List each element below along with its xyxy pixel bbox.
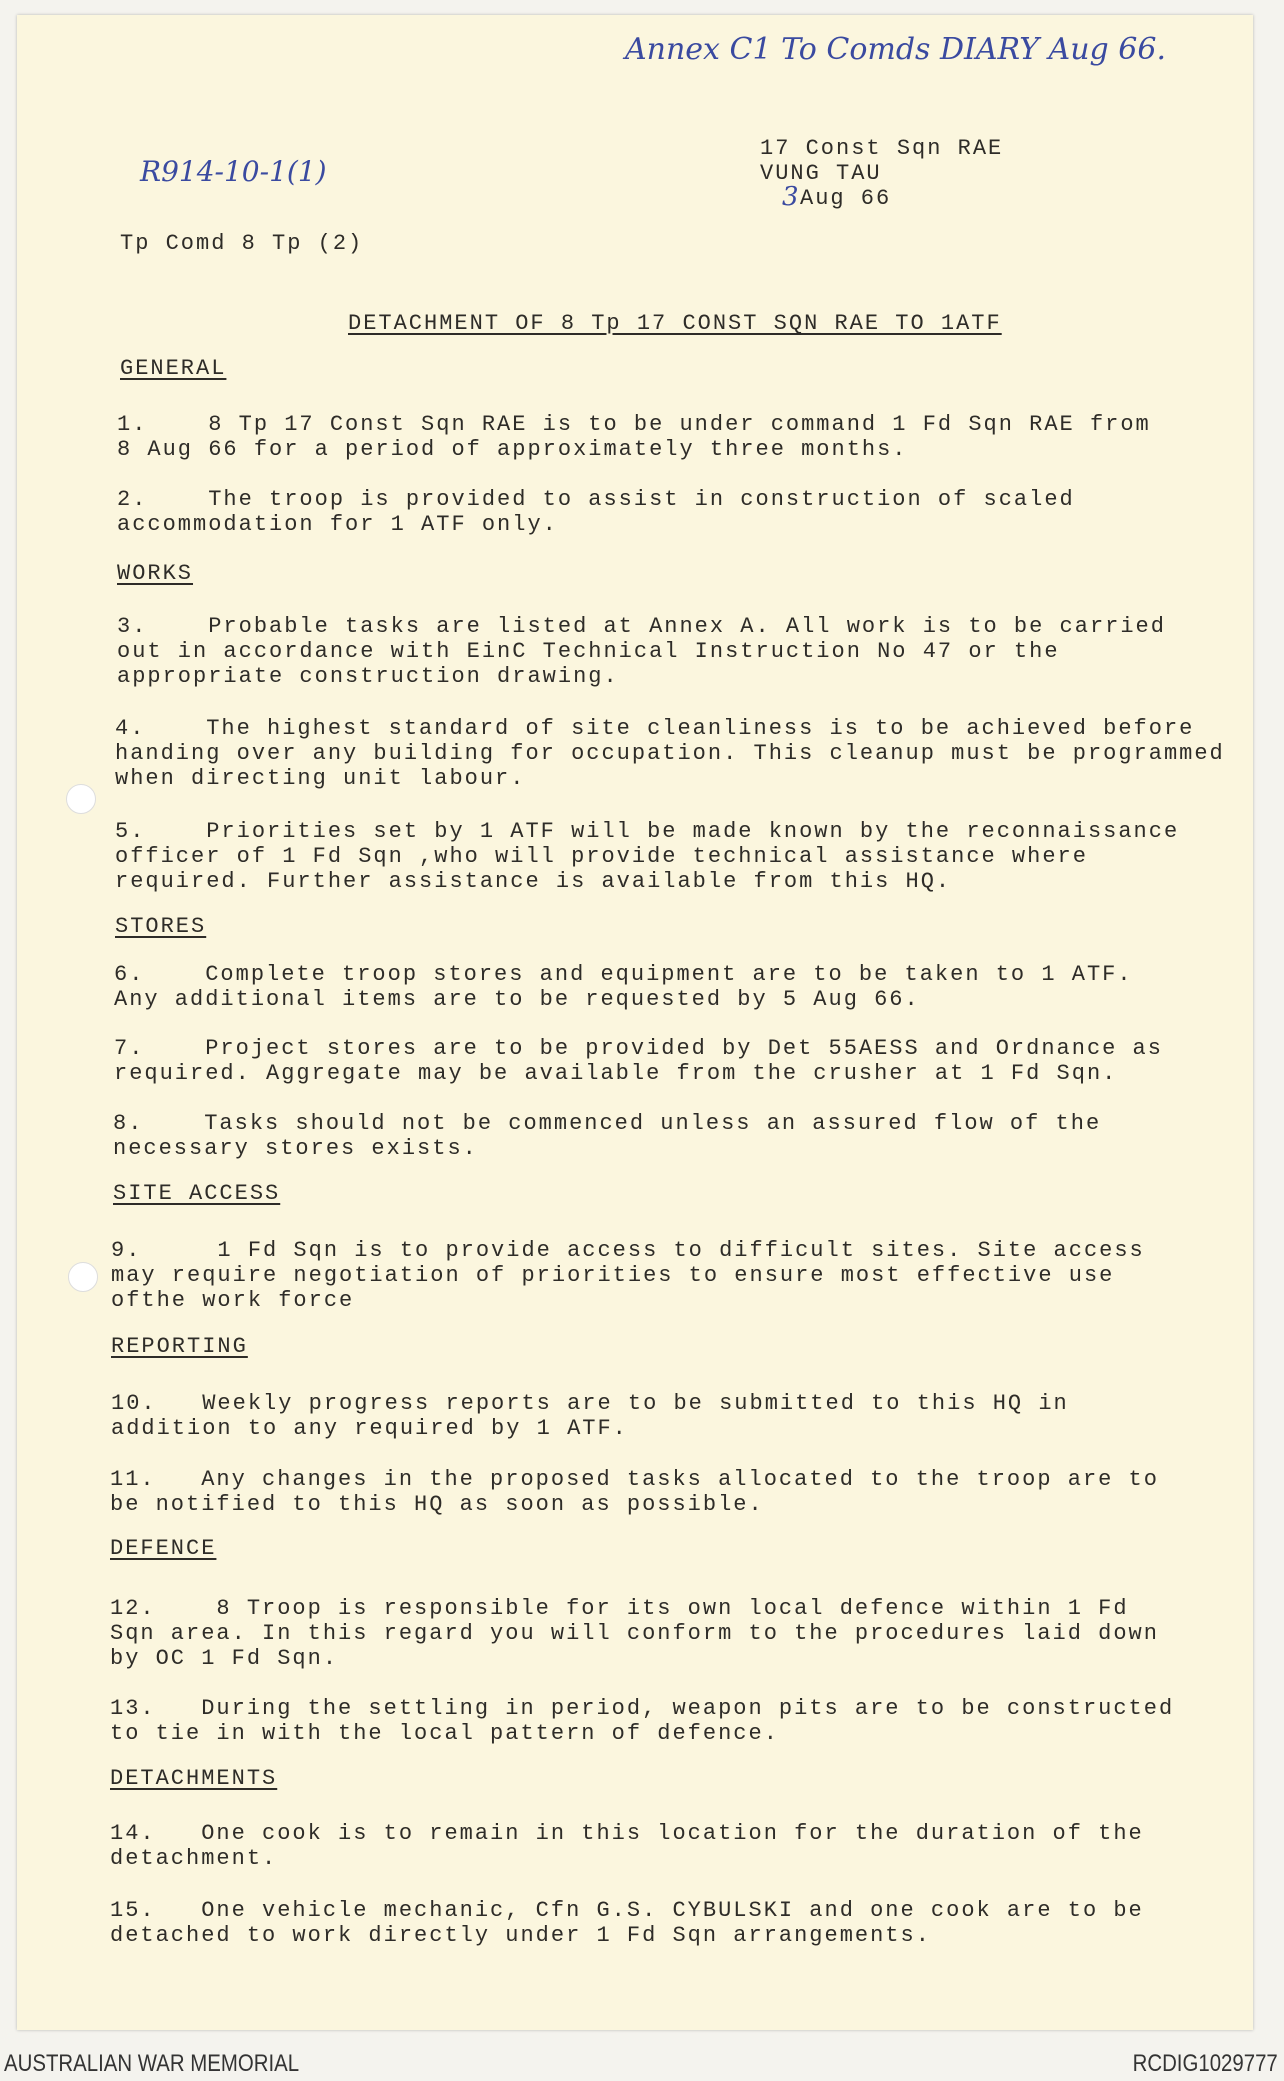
paragraph-11: 11. Any changes in the proposed tasks allocated to the troop are to be notified to this HQ as soon as possible. bbox=[110, 1467, 1159, 1517]
paragraph-13: 13. During the settling in period, weapon pits are to be constructed to tie in with the local pattern of defence. bbox=[110, 1696, 1175, 1746]
paragraph-2: 2. The troop is provided to assist in construction of scaled accommodation for 1 ATF only. bbox=[117, 487, 1075, 537]
handwritten-day: 3 bbox=[782, 182, 799, 212]
heading-stores: STORES bbox=[115, 914, 207, 939]
paragraph-1: 1. 8 Tp 17 Const Sqn RAE is to be under command 1 Fd Sqn RAE from 8 Aug 66 for a period of approximately three months. bbox=[117, 412, 1151, 462]
heading-defence: DEFENCE bbox=[110, 1536, 217, 1561]
heading-detachments: DETACHMENTS bbox=[110, 1766, 278, 1791]
paragraph-4: 4. The highest standard of site cleanliness is to be achieved before handing over any building for occupation. This cleanup must be programmed when directing unit labour. bbox=[115, 716, 1225, 791]
footer-record-id: RCDIG1029777 bbox=[1132, 2050, 1278, 2077]
paragraph-10: 10. Weekly progress reports are to be submitted to this HQ in addition to any required by 1 ATF. bbox=[111, 1391, 1069, 1441]
heading-general: GENERAL bbox=[120, 356, 227, 381]
handwritten-annotation: Annex C1 To Comds DIARY Aug 66. bbox=[625, 32, 1166, 67]
punch-hole bbox=[68, 1262, 98, 1292]
heading-works: WORKS bbox=[117, 561, 194, 586]
paragraph-15: 15. One vehicle mechanic, Cfn G.S. CYBULSKI and one cook are to be detached to work directly under 1 Fd Sqn arrangements. bbox=[110, 1898, 1144, 1948]
paragraph-6: 6. Complete troop stores and equipment are to be taken to 1 ATF. Any additional items are to be requested by 5 Aug 66. bbox=[114, 962, 1133, 1012]
paragraph-7: 7. Project stores are to be provided by Det 55AESS and Ordnance as required. Aggregate may be available from the crusher at 1 Fd Sqn. bbox=[114, 1036, 1163, 1086]
address-unit: 17 Const Sqn RAE bbox=[760, 136, 1004, 161]
paragraph-14: 14. One cook is to remain in this location for the duration of the detachment. bbox=[110, 1821, 1144, 1871]
paragraph-8: 8. Tasks should not be commenced unless an assured flow of the necessary stores exists. bbox=[113, 1111, 1102, 1161]
punch-hole bbox=[66, 784, 96, 814]
heading-site-access: SITE ACCESS bbox=[113, 1181, 281, 1206]
document-title: DETACHMENT OF 8 Tp 17 CONST SQN RAE TO 1ATF bbox=[348, 311, 1002, 336]
addressee: Tp Comd 8 Tp (2) bbox=[120, 231, 364, 256]
paragraph-12: 12. 8 Troop is responsible for its own local defence within 1 Fd Sqn area. In this regard you will conform to the procedures laid down by OC 1 Fd Sqn. bbox=[110, 1596, 1159, 1671]
address-location: VUNG TAU bbox=[760, 161, 882, 186]
paragraph-3: 3. Probable tasks are listed at Annex A. All work is to be carried out in accordance with EinC Technical Instruction No 47 or the appropriate construction drawing. bbox=[117, 614, 1166, 689]
handwritten-reference: R914-10-1(1) bbox=[140, 155, 327, 188]
address-date: Aug 66 bbox=[800, 186, 892, 211]
paragraph-5: 5. Priorities set by 1 ATF will be made known by the reconnaissance officer of 1 Fd Sqn ,who will provide technical assistance where required. Further assistance is available from this HQ. bbox=[115, 819, 1180, 894]
heading-reporting: REPORTING bbox=[111, 1334, 248, 1359]
paragraph-9: 9. 1 Fd Sqn is to provide access to difficult sites. Site access may require negotiation of priorities to ensure most effective use ofthe work force bbox=[111, 1238, 1145, 1313]
footer-archive-name: AUSTRALIAN WAR MEMORIAL bbox=[4, 2050, 300, 2077]
